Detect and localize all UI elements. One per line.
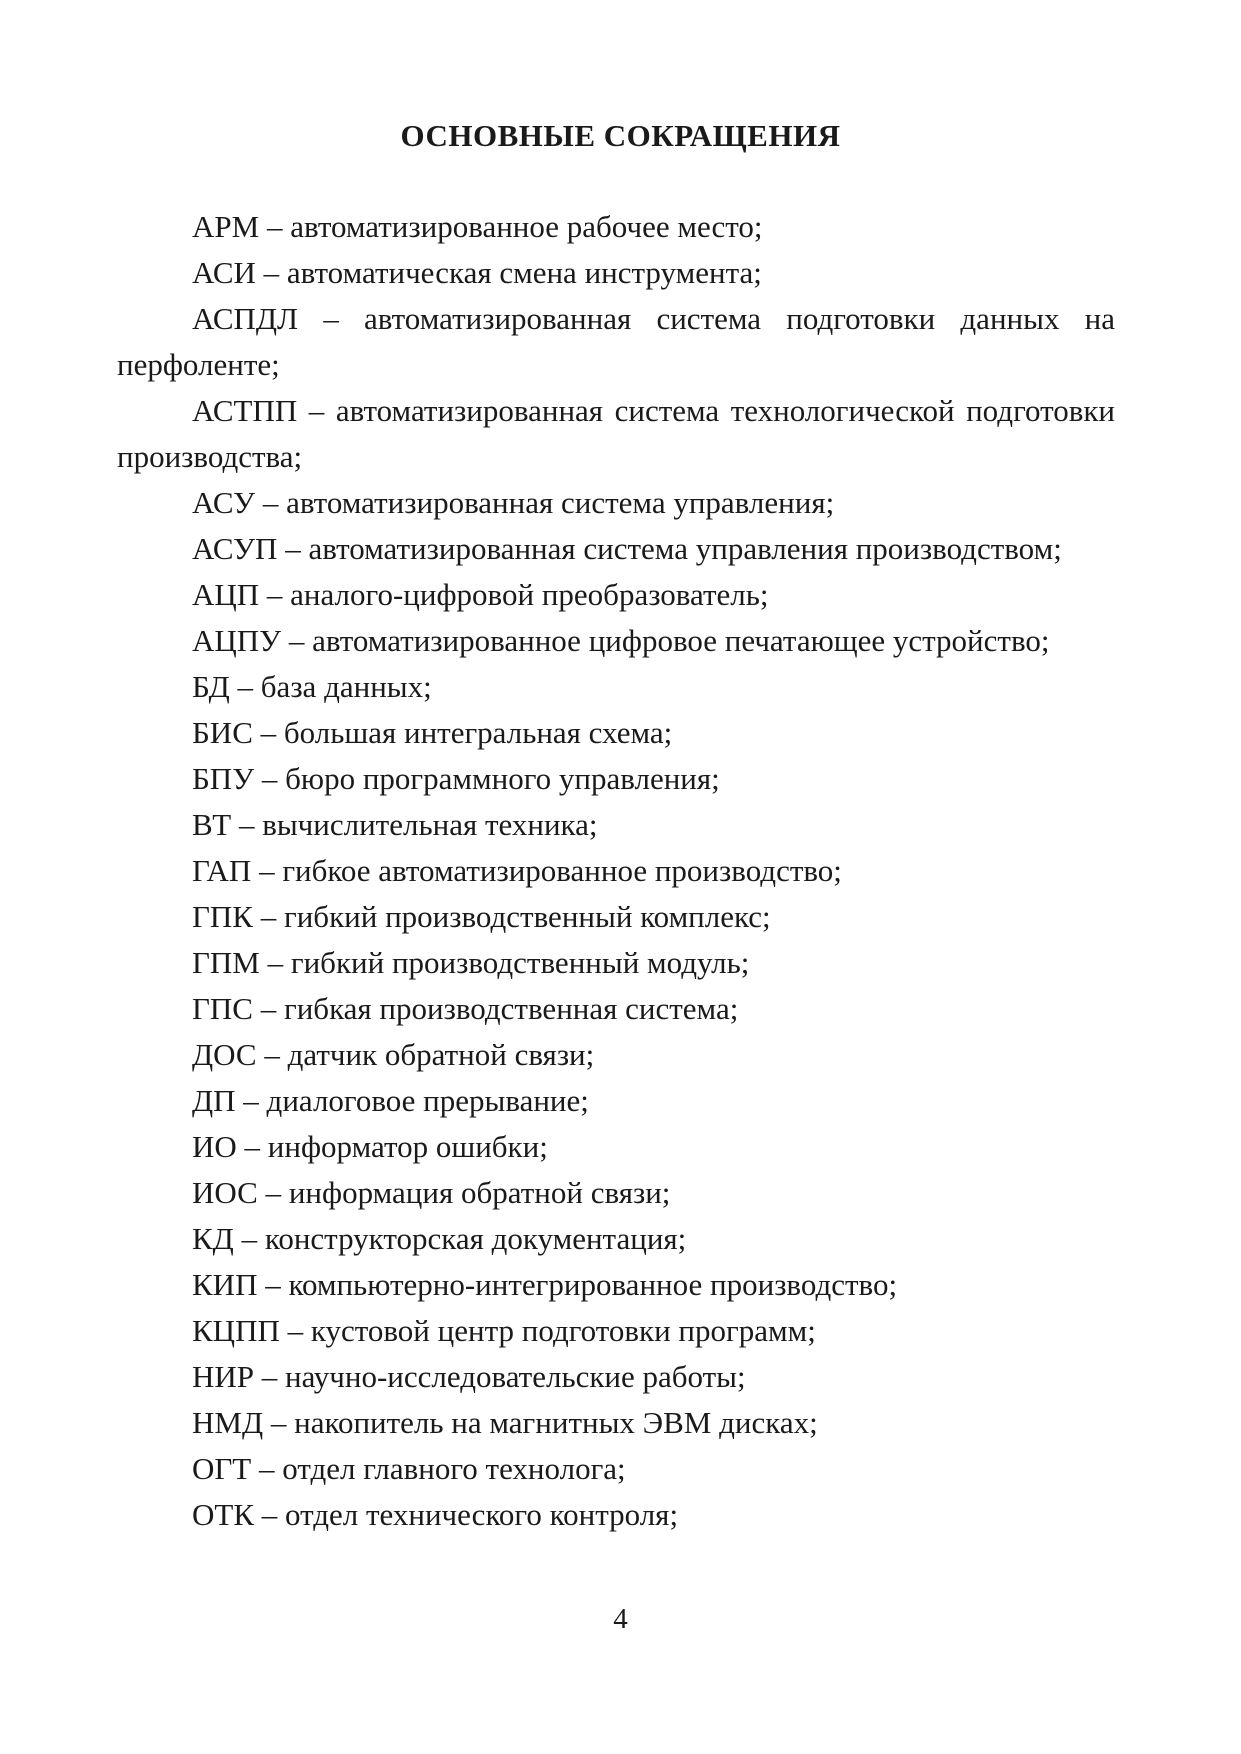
abbreviation-term: НМД	[192, 1405, 264, 1440]
list-item	[117, 1170, 1115, 1216]
abbreviation-dash: –	[244, 1129, 261, 1164]
abbreviation-dash: –	[265, 1175, 282, 1210]
list-item	[117, 756, 1115, 802]
abbreviation-dash: –	[261, 1359, 278, 1394]
abbreviation-term: ИО	[192, 1129, 237, 1164]
list-item	[117, 618, 1115, 664]
abbreviation-dash: –	[323, 301, 339, 336]
list-item	[117, 802, 1115, 848]
abbreviation-term: АСУ	[192, 485, 256, 520]
page-number: 4	[613, 1603, 628, 1635]
list-item	[117, 1032, 1115, 1078]
abbreviation-term: КЦПП	[192, 1313, 280, 1348]
page-title: ОСНОВНЫЕ СОКРАЩЕНИЯ	[400, 118, 841, 153]
list-item	[117, 848, 1115, 894]
abbreviation-definition: конструкторская документация;	[264, 1221, 687, 1256]
list-item	[117, 710, 1115, 756]
abbreviation-definition: отдел технического контроля;	[285, 1497, 679, 1532]
abbreviation-dash: –	[287, 1313, 304, 1348]
abbreviation-term: НИР	[192, 1359, 255, 1394]
abbreviation-definition: аналого-цифровой преобразователь;	[290, 577, 769, 612]
abbreviation-dash: –	[261, 761, 278, 796]
abbreviation-term: ОГТ	[192, 1451, 252, 1486]
list-item	[117, 296, 1115, 388]
list-item	[117, 1124, 1115, 1170]
list-item	[117, 572, 1115, 618]
abbreviation-dash: –	[260, 899, 277, 934]
abbreviation-definition: гибкое автоматизированное производство;	[282, 853, 842, 888]
list-item	[117, 1262, 1115, 1308]
abbreviation-definition: гибкий производственный комплекс;	[284, 899, 771, 934]
abbreviation-definition: автоматизированная система технологической подготовки производства;	[117, 393, 1116, 474]
abbreviation-dash: –	[243, 1083, 259, 1118]
abbreviation-definition: гибкая производственная система;	[284, 991, 739, 1026]
list-item	[117, 480, 1115, 526]
abbreviation-term: АСПДЛ	[192, 301, 299, 336]
abbreviation-dash: –	[288, 623, 305, 658]
abbreviation-definition: диалоговое прерывание;	[266, 1083, 589, 1118]
abbreviation-definition: вычислительная техника;	[262, 807, 598, 842]
list-item	[117, 1078, 1115, 1124]
abbreviation-term: ГПК	[192, 899, 253, 934]
abbreviation-term: ОТК	[192, 1497, 254, 1532]
abbreviation-definition: автоматизированное рабочее место;	[290, 209, 763, 244]
abbreviation-dash: –	[259, 853, 275, 888]
abbreviation-term: АСУП	[192, 531, 278, 566]
abbreviation-definition: кустовой центр подготовки программ;	[310, 1313, 816, 1348]
abbreviation-term: ДОС	[192, 1037, 257, 1072]
abbreviation-term: АСТПП	[192, 393, 298, 428]
abbreviation-term: АЦПУ	[192, 623, 282, 658]
list-item	[117, 1354, 1115, 1400]
abbreviation-dash: –	[241, 1221, 258, 1256]
list-item	[117, 1216, 1115, 1262]
abbreviation-definition: автоматизированная система управления;	[286, 485, 835, 520]
abbreviation-term: КИП	[192, 1267, 258, 1302]
abbreviation-definition: датчик обратной связи;	[287, 1037, 595, 1072]
abbreviation-definition: большая интегральная схема;	[283, 715, 673, 750]
abbreviation-term: АСИ	[192, 255, 256, 290]
abbreviation-term: БД	[192, 669, 230, 704]
abbreviation-term: КД	[192, 1221, 234, 1256]
abbreviation-term: БИС	[192, 715, 253, 750]
list-item	[117, 1446, 1115, 1492]
abbreviation-dash: –	[238, 807, 255, 842]
abbreviation-definition: накопитель на магнитных ЭВМ дисках;	[294, 1405, 818, 1440]
list-item	[117, 526, 1115, 572]
list-item	[117, 204, 1115, 250]
abbreviation-dash: –	[267, 945, 284, 980]
abbreviation-dash: –	[261, 1497, 278, 1532]
abbreviation-dash: –	[264, 1037, 280, 1072]
list-item	[117, 894, 1115, 940]
abbreviation-definition: автоматизированная система управления производством;	[308, 531, 1062, 566]
abbreviation-definition: отдел главного технолога;	[282, 1451, 626, 1486]
abbreviation-term: ИОС	[192, 1175, 258, 1210]
list-item	[117, 986, 1115, 1032]
abbreviation-definition: научно-исследовательские работы;	[285, 1359, 746, 1394]
abbreviation-dash: –	[262, 485, 279, 520]
abbreviation-term: ГАП	[192, 853, 252, 888]
abbreviation-definition: автоматическая смена инструмента;	[286, 255, 762, 290]
abbreviation-definition: компьютерно-интегрированное производство;	[288, 1267, 898, 1302]
list-item	[117, 940, 1115, 986]
abbreviation-term: БПУ	[192, 761, 255, 796]
list-item	[117, 388, 1115, 480]
abbreviation-term: АЦП	[192, 577, 260, 612]
abbreviation-dash: –	[285, 531, 301, 566]
abbreviation-dash: –	[260, 715, 277, 750]
abbreviation-definition: база данных;	[260, 669, 432, 704]
abbreviation-list	[117, 204, 1115, 1538]
abbreviation-dash: –	[263, 255, 280, 290]
abbreviation-dash: –	[260, 991, 277, 1026]
list-item	[117, 1308, 1115, 1354]
list-item	[117, 250, 1115, 296]
abbreviation-term: ГПМ	[192, 945, 260, 980]
list-item	[117, 1492, 1115, 1538]
abbreviation-dash: –	[266, 577, 283, 612]
abbreviation-definition: информация обратной связи;	[288, 1175, 671, 1210]
abbreviation-definition: автоматизированная система подготовки данных на перфоленте;	[117, 301, 1116, 382]
list-item	[117, 1400, 1115, 1446]
abbreviation-term: ДП	[192, 1083, 236, 1118]
abbreviation-definition: гибкий производственный модуль;	[290, 945, 750, 980]
abbreviation-definition: автоматизированное цифровое печатающее устройство;	[312, 623, 1050, 658]
abbreviation-term: АРМ	[192, 209, 260, 244]
abbreviation-dash: –	[237, 669, 254, 704]
abbreviation-dash: –	[308, 393, 325, 428]
abbreviation-definition: бюро программного управления;	[285, 761, 720, 796]
list-item	[117, 664, 1115, 710]
abbreviation-definition: информатор ошибки;	[267, 1129, 548, 1164]
abbreviation-dash: –	[270, 1405, 287, 1440]
abbreviation-term: ВТ	[192, 807, 232, 842]
abbreviation-dash: –	[259, 1451, 275, 1486]
abbreviation-dash: –	[265, 1267, 281, 1302]
abbreviation-term: ГПС	[192, 991, 253, 1026]
abbreviation-dash: –	[266, 209, 283, 244]
